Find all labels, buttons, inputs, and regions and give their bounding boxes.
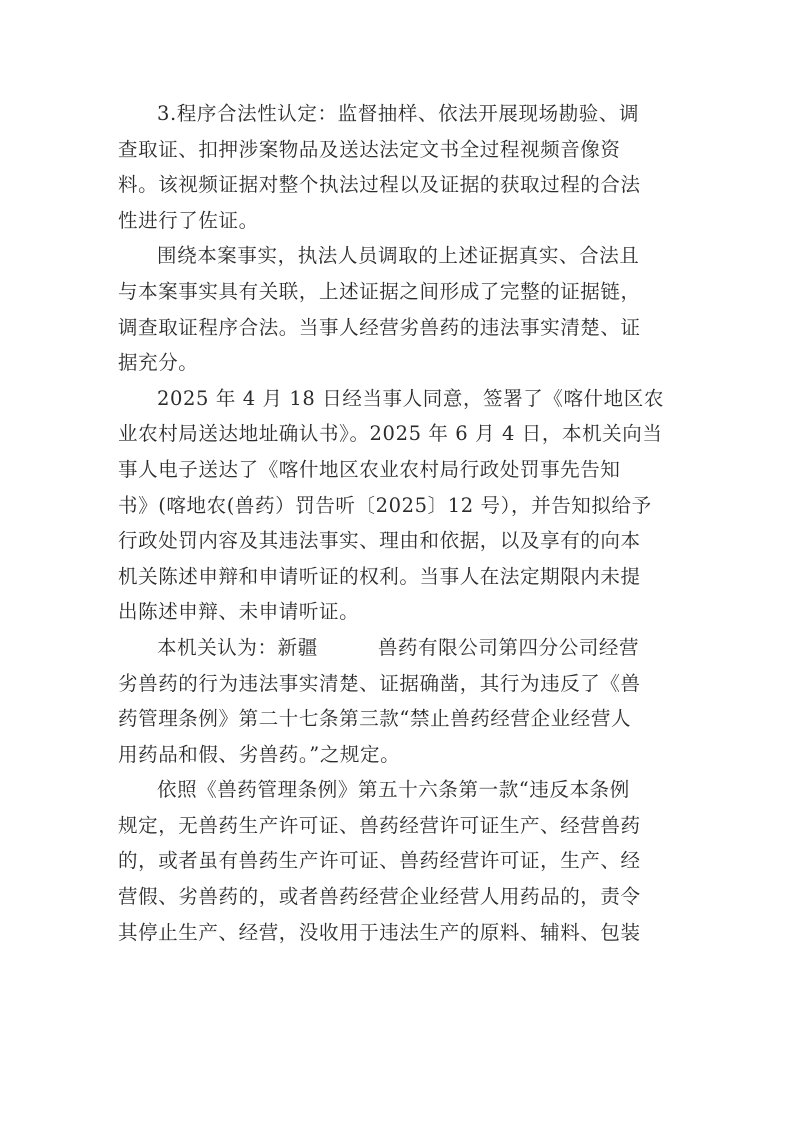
text-line: 机关陈述申辩和申请听证的权利。当事人在法定期限内未提 <box>118 564 641 588</box>
paragraph-evidence-summary <box>118 238 678 380</box>
text-line: 与本案事实具有关联，上述证据之间形成了完整的证据链， <box>118 279 641 303</box>
text-line: 业农村局送达地址确认书》。2025 年 6 月 4 日，本机关向当 <box>118 422 663 446</box>
text-line: 料。该视频证据对整个执法过程以及证据的获取过程的合法 <box>118 173 641 197</box>
text-line: 性进行了佐证。 <box>118 208 259 232</box>
finding-company-text: 兽药有限公司第四分公司经营 <box>377 635 640 659</box>
paragraph-procedure-legality <box>118 96 678 238</box>
text-line: 依照《兽药管理条例》第五十六条第一款“违反本条例 <box>157 778 630 802</box>
finding-lead-text: 本机关认为：新疆 <box>157 635 318 659</box>
text-line: 书》(喀地农(兽药）罚告听〔2025〕12 号），并告知拟给予 <box>118 493 652 517</box>
paragraph-agency-finding <box>118 630 678 772</box>
text-line: 事人电子送达了《喀什地区农业农村局行政处罚事先告知 <box>118 457 621 481</box>
text-line: 围绕本案事实，执法人员调取的上述证据真实、合法且 <box>157 244 640 268</box>
text-line: 2025 年 4 月 18 日经当事人同意，签署了《喀什地区农 <box>157 386 664 410</box>
text-line: 规定，无兽药生产许可证、兽药经营许可证生产、经营兽药 <box>118 813 641 837</box>
text-line: 查取证、扣押涉案物品及送达法定文书全过程视频音像资 <box>118 137 621 161</box>
text-line: 据充分。 <box>118 351 199 375</box>
document-page <box>118 96 678 950</box>
text-line: 出陈述申辩、未申请听证。 <box>118 600 360 624</box>
paragraph-service-notice <box>118 381 678 630</box>
paragraph-legal-basis <box>118 772 678 950</box>
text-line: 调查取证程序合法。当事人经营劣兽药的违法事实清楚、证 <box>118 315 641 339</box>
text-line: 劣兽药的行为违法事实清楚、证据确凿，其行为违反了《兽 <box>118 671 641 695</box>
text-line: 营假、劣兽药的，或者兽药经营企业经营人用药品的，责令 <box>118 885 641 909</box>
text-line: 用药品和假、劣兽药。”之规定。 <box>118 742 401 766</box>
text-line: 的，或者虽有兽药生产许可证、兽药经营许可证，生产、经 <box>118 849 641 873</box>
text-line: 药管理条例》第二十七条第三款“禁止兽药经营企业经营人 <box>118 707 632 731</box>
text-line <box>118 630 678 666</box>
text-line: 行政处罚内容及其违法事实、理由和依据，以及享有的向本 <box>118 529 641 553</box>
text-line: 其停止生产、经营，没收用于违法生产的原料、辅料、包装 <box>118 920 641 944</box>
text-line: 3.程序合法性认定：监督抽样、依法开展现场勘验、调 <box>157 102 640 125</box>
